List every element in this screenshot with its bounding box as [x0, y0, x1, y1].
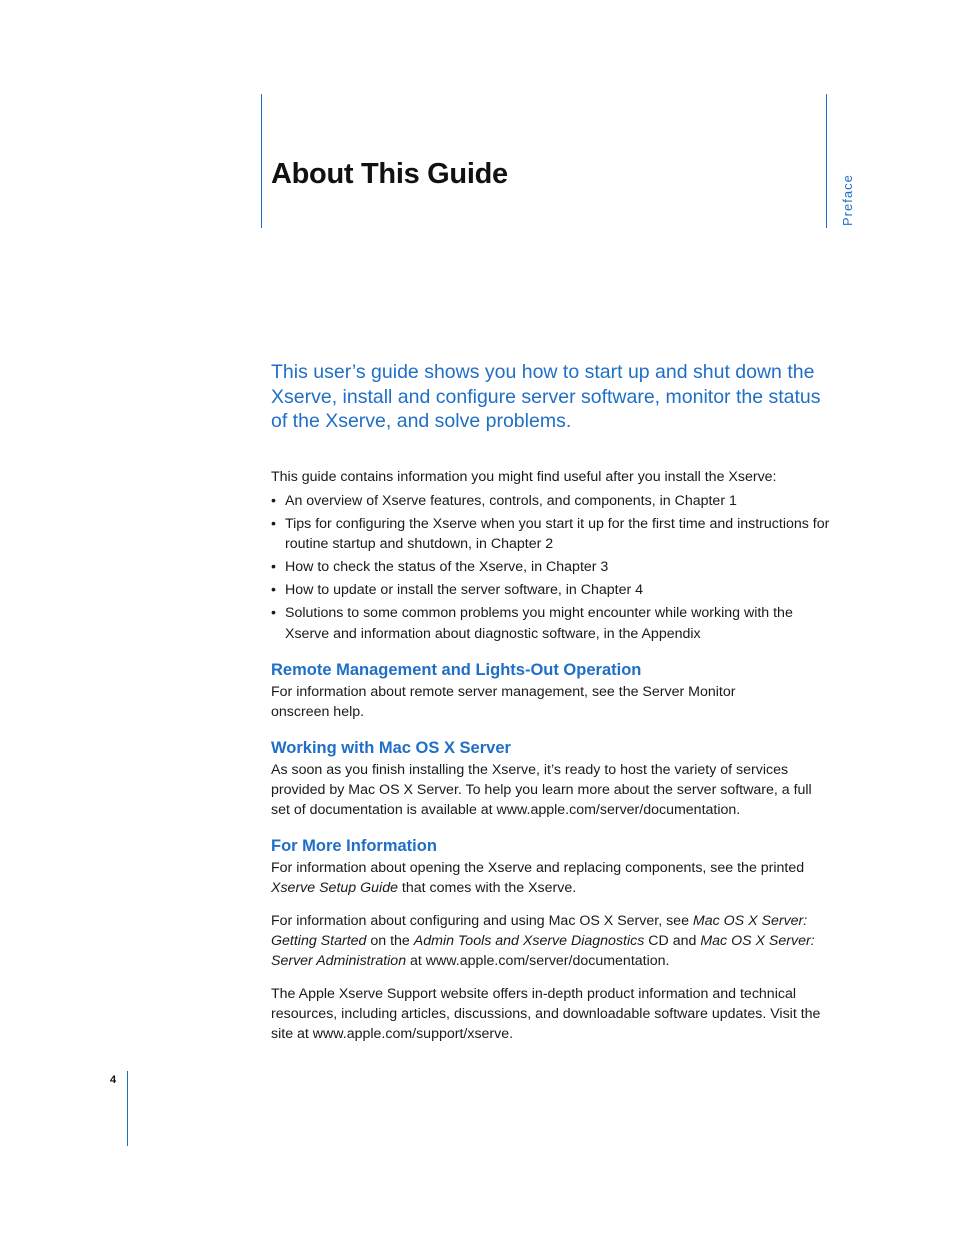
heading-remote-management: Remote Management and Lights-Out Operation — [271, 661, 642, 679]
page-title: About This Guide — [271, 158, 508, 190]
page-number-rule — [127, 1071, 128, 1146]
header-rule-right — [826, 94, 827, 228]
heading-more-information: For More Information — [271, 837, 437, 855]
text-run: For information about configuring and using Mac OS X Server, see — [271, 913, 693, 929]
more-info-paragraph-3: The Apple Xserve Support website offers in-depth product information and technical resources, including articles, discussions, and downloadable software updates. Visit the site at www.apple.com/support/xserve. — [271, 986, 821, 1042]
cd-title: Admin Tools and Xserve Diagnostics — [413, 933, 645, 949]
heading-mac-os-x-server: Working with Mac OS X Server — [271, 739, 511, 757]
text-run: on the — [366, 933, 414, 949]
list-item: • Tips for configuring the Xserve when you start it up for the first time and instructions for routine startup and shutdown, in Chapter 2 — [271, 514, 831, 555]
intro-paragraph: This user’s guide shows you how to start up and shut down the Xserve, install and configure server software, monitor the status of the Xserve, and solve problems. — [271, 361, 821, 432]
text-run: at www.apple.com/server/documentation. — [406, 953, 670, 969]
page-number: 4 — [110, 1074, 117, 1086]
remote-management-body: For information about remote server management, see the Server Monitor onscreen help. — [271, 684, 736, 720]
list-item: • Solutions to some common problems you might encounter while working with the Xserve and information about diagnostic software, in the Appendix — [271, 603, 831, 644]
contents-list — [271, 491, 831, 645]
list-item: • How to check the status of the Xserve, in Chapter 3 — [271, 557, 831, 578]
section-tab-label: Preface — [840, 174, 855, 226]
list-item: • An overview of Xserve features, controls, and components, in Chapter 1 — [271, 491, 831, 512]
book-title: Xserve Setup Guide — [271, 880, 398, 896]
book-title: Mac OS X Server: Server Administration — [271, 933, 815, 969]
lead-paragraph: This guide contains information you might find useful after you install the Xserve: — [271, 468, 777, 485]
more-info-paragraph-1 — [271, 858, 831, 898]
more-info-paragraph-2 — [271, 911, 831, 971]
text-run: For information about opening the Xserve and replacing components, see the printed — [271, 860, 805, 876]
text-run: that comes with the Xserve. — [397, 880, 577, 896]
book-title: Mac OS X Server: Getting Started — [271, 913, 808, 949]
text-run: CD and — [644, 933, 701, 949]
mac-os-x-server-body: As soon as you finish installing the Xserve, it’s ready to host the variety of services provided by Mac OS X Server. To help you learn more about the server software, a full set of documentation is available at www.apple.com/server/documentation. — [271, 762, 812, 818]
main-content — [271, 360, 831, 1044]
list-item: • How to update or install the server software, in Chapter 4 — [271, 580, 831, 601]
header-rule-left — [261, 94, 262, 228]
